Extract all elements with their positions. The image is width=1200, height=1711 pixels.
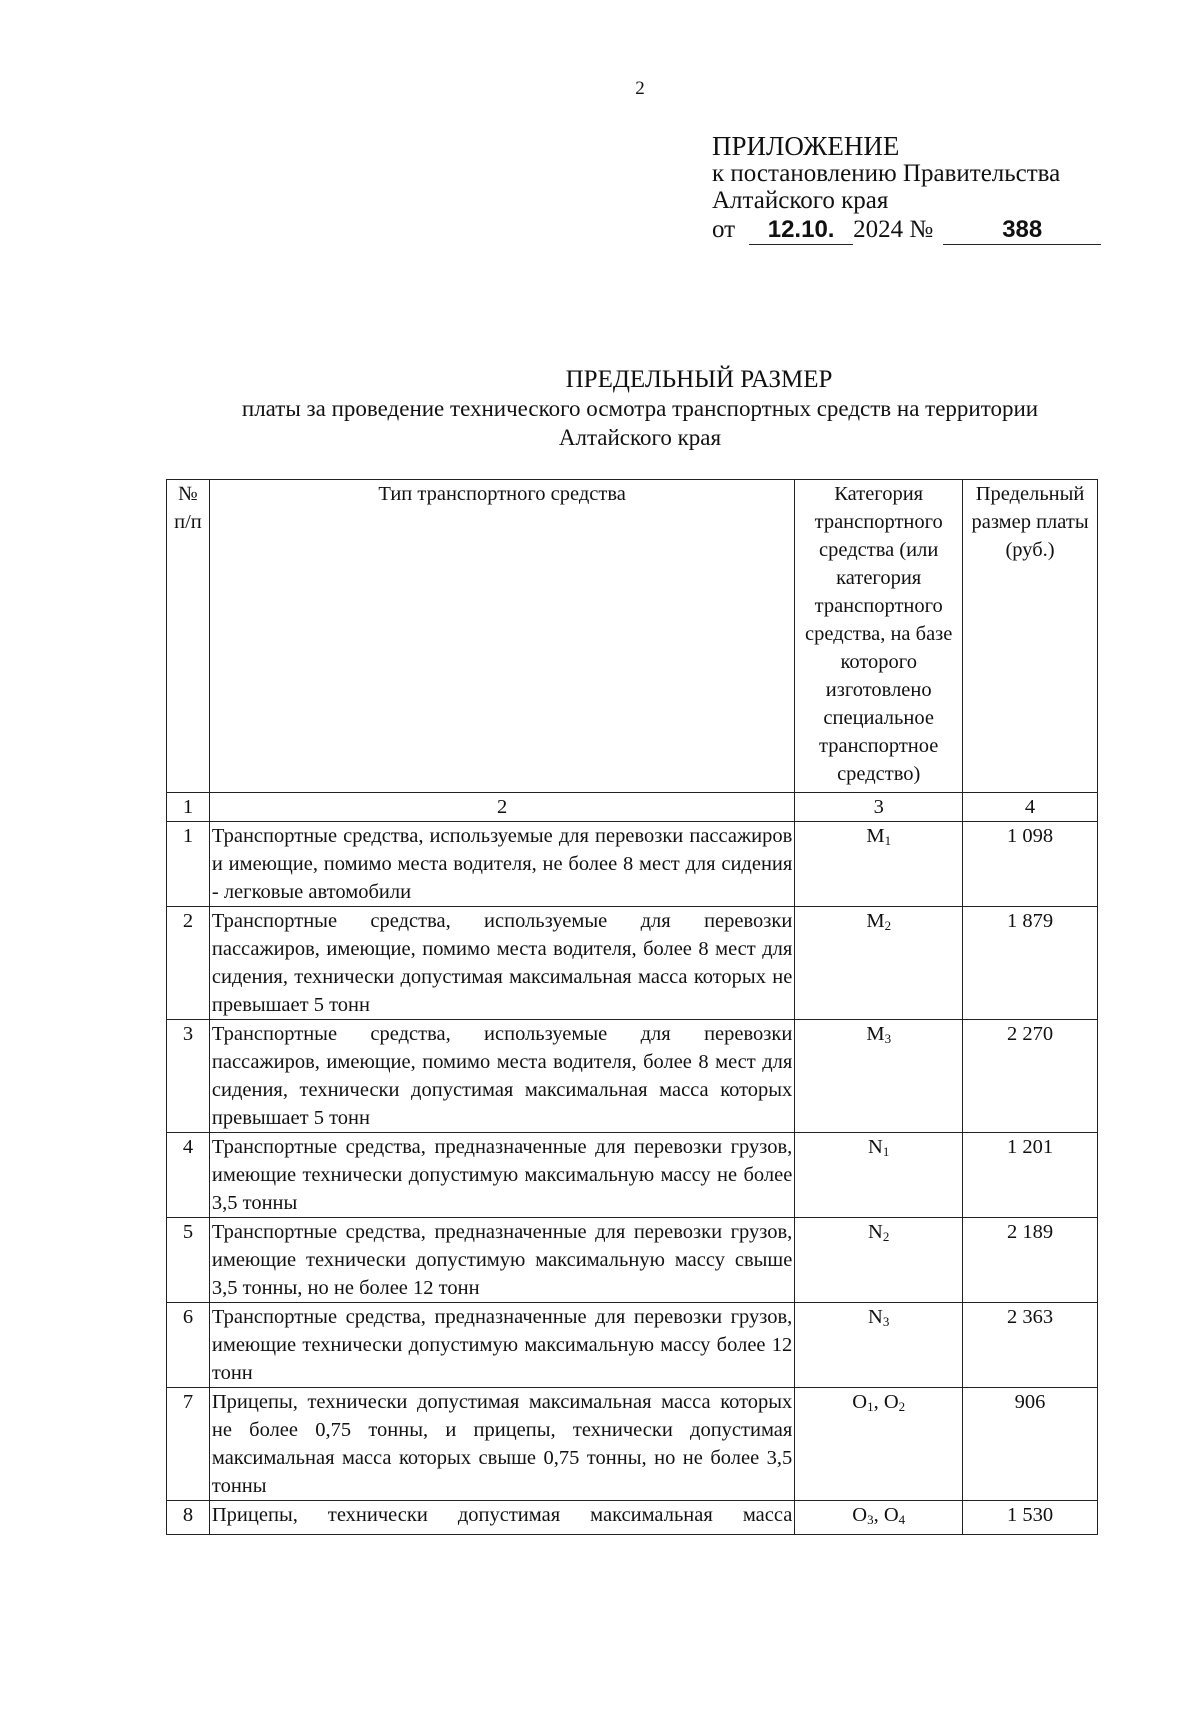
category-letter: O <box>852 1504 868 1526</box>
appendix-line-1: к постановлению Правительства <box>712 160 1061 187</box>
category-letter: O <box>883 1504 899 1526</box>
category-subscript: 3 <box>884 1031 892 1046</box>
table-row <box>167 1218 1098 1303</box>
document-title <box>160 365 1120 452</box>
header-vehicle-type: Тип транспортного средства <box>209 480 794 793</box>
category-letter: M <box>866 1023 885 1045</box>
table-row <box>167 1303 1098 1388</box>
date-prefix: от <box>712 216 736 243</box>
vehicle-type: Транспортные средства, предназначенные для перевозки грузов, имеющие технически допустимую максимальную массу более 12 тонн <box>209 1303 794 1388</box>
column-number-row <box>167 793 1098 822</box>
column-number: 4 <box>963 793 1098 822</box>
vehicle-category <box>795 1303 963 1388</box>
category-letter: O <box>852 1391 868 1413</box>
header-category: Категория транспортного средства (или категория транспортного средства, на базе которого изготовлено специальное транспортное средство) <box>795 480 963 793</box>
page-number: 2 <box>635 78 645 99</box>
category-letter: O <box>883 1391 899 1413</box>
appendix-heading: ПРИЛОЖЕНИЕ <box>712 131 900 161</box>
fee-value: 1 879 <box>963 907 1098 1020</box>
row-number: 6 <box>167 1303 210 1388</box>
table-row <box>167 1020 1098 1133</box>
category-subscript: 4 <box>898 1512 906 1527</box>
vehicle-category <box>795 907 963 1020</box>
fee-value: 906 <box>963 1388 1098 1501</box>
category-subscript: 3 <box>867 1512 874 1527</box>
year-and-number-sign: 2024 № <box>853 216 934 243</box>
fee-value: 1 098 <box>963 822 1098 907</box>
row-number: 5 <box>167 1218 210 1303</box>
appendix-block <box>712 133 1101 245</box>
fee-table <box>166 479 1098 1535</box>
column-number: 2 <box>209 793 794 822</box>
category-separator: , <box>873 1391 884 1413</box>
vehicle-category <box>795 1218 963 1303</box>
fee-value: 1 201 <box>963 1133 1098 1218</box>
vehicle-type: Транспортные средства, предназначенные для перевозки грузов, имеющие технически допустимую максимальную массу свыше 3,5 тонны, но не более 12 тонн <box>209 1218 794 1303</box>
fee-value: 2 189 <box>963 1218 1098 1303</box>
table-header-row <box>167 480 1098 793</box>
category-letter: M <box>866 825 885 847</box>
table-row <box>167 1388 1098 1501</box>
resolution-date: 12.10. <box>749 216 853 245</box>
fee-value: 2 363 <box>963 1303 1098 1388</box>
header-fee: Предельный размер платы (руб.) <box>963 480 1098 793</box>
row-number: 7 <box>167 1388 210 1501</box>
table-row <box>167 1133 1098 1218</box>
column-number: 1 <box>167 793 210 822</box>
vehicle-type: Транспортные средства, предназначенные для перевозки грузов, имеющие технически допустимую максимальную массу не более 3,5 тонны <box>209 1133 794 1218</box>
title-line-2: платы за проведение технического осмотра транспортных средств на территории <box>241 396 1039 421</box>
category-subscript: 3 <box>882 1314 890 1329</box>
category-subscript: 1 <box>884 833 892 848</box>
vehicle-type: Транспортные средства, используемые для перевозки пассажиров и имеющие, помимо места водителя, не более 8 мест для сидения - легковые автомобили <box>209 822 794 907</box>
table-row <box>167 822 1098 907</box>
vehicle-category <box>795 1388 963 1501</box>
vehicle-type: Прицепы, технически допустимая максимальная масса <box>209 1501 794 1535</box>
category-separator: , <box>873 1504 884 1526</box>
row-number: 4 <box>167 1133 210 1218</box>
row-number: 2 <box>167 907 210 1020</box>
category-subscript: 1 <box>882 1144 890 1159</box>
category-subscript: 2 <box>898 1399 906 1414</box>
category-subscript: 1 <box>867 1399 874 1414</box>
title-line-3: Алтайского края <box>558 425 722 450</box>
table-row <box>167 1501 1098 1535</box>
table-row <box>167 907 1098 1020</box>
header-number: № п/п <box>167 480 210 793</box>
fee-value: 2 270 <box>963 1020 1098 1133</box>
category-letter: N <box>868 1306 883 1328</box>
vehicle-category <box>795 822 963 907</box>
category-letter: M <box>866 910 885 932</box>
row-number: 1 <box>167 822 210 907</box>
vehicle-type: Прицепы, технически допустимая максимальная масса которых не более 0,75 тонны, и прицепы, технически допустимая максимальная масса которых свыше 0,75 тонны, но не более 3,5 тонны <box>209 1388 794 1501</box>
resolution-number: 388 <box>943 216 1101 245</box>
vehicle-category <box>795 1133 963 1218</box>
category-subscript: 2 <box>884 918 892 933</box>
vehicle-type: Транспортные средства, используемые для перевозки пассажиров, имеющие, помимо места водителя, более 8 мест для сидения, технически допустимая максимальная масса которых превышает 5 тонн <box>209 1020 794 1133</box>
category-subscript: 2 <box>882 1229 890 1244</box>
column-number: 3 <box>795 793 963 822</box>
row-number: 8 <box>167 1501 210 1535</box>
fee-value: 1 530 <box>963 1501 1098 1535</box>
title-line-1: ПРЕДЕЛЬНЫЙ РАЗМЕР <box>565 366 833 393</box>
category-letter: N <box>868 1221 883 1243</box>
vehicle-type: Транспортные средства, используемые для перевозки пассажиров, имеющие, помимо места водителя, более 8 мест для сидения, технически допустимая максимальная масса которых не превышает 5 тонн <box>209 907 794 1020</box>
vehicle-category <box>795 1020 963 1133</box>
resolution-date-line <box>712 216 1101 245</box>
appendix-line-2: Алтайского края <box>712 187 889 214</box>
category-letter: N <box>868 1136 883 1158</box>
row-number: 3 <box>167 1020 210 1133</box>
vehicle-category <box>795 1501 963 1535</box>
